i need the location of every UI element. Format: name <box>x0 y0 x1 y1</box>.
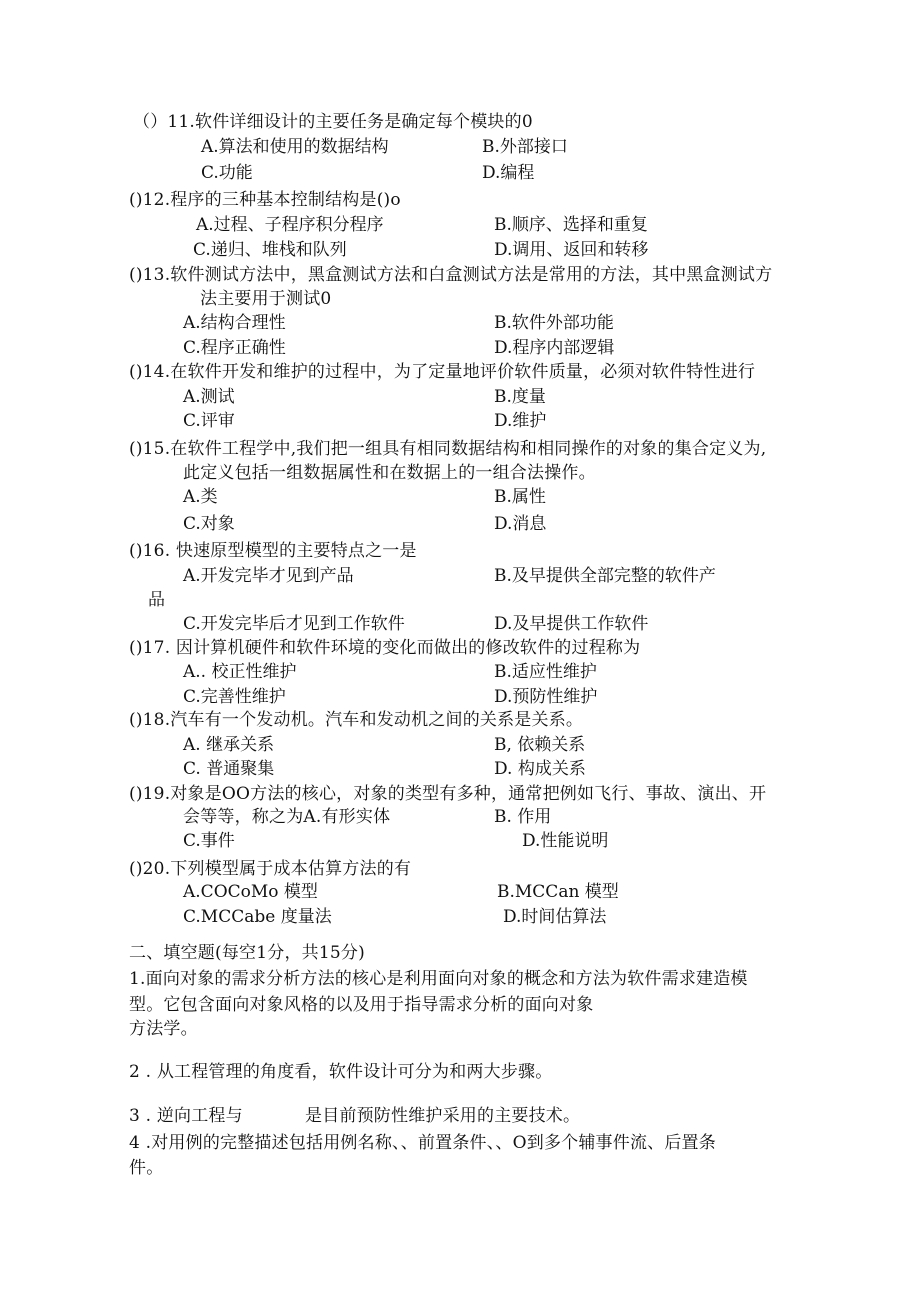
question-17-option-c: C.完善性维护 <box>183 687 286 707</box>
question-19-option-d: D.性能说明 <box>522 831 609 851</box>
question-17-option-d: D.预防性维护 <box>494 687 598 707</box>
fill-q1-line1: 1.面向对象的需求分析方法的核心是利用面向对象的概念和方法为软件需求建造模 <box>129 969 748 989</box>
question-20-option-a: A.COCoMo 模型 <box>183 882 318 902</box>
question-16-stem: ()16. 快速原型模型的主要特点之一是 <box>129 541 417 561</box>
question-14-option-c: C.评审 <box>183 411 235 431</box>
question-15-option-c: C.对象 <box>183 514 235 534</box>
question-15-option-a: A.类 <box>183 487 218 507</box>
question-20-option-c: C.MCCabe 度量法 <box>183 907 332 927</box>
question-13-option-b: B.软件外部功能 <box>494 313 614 333</box>
question-19-stem: ()19.对象是OO方法的核心，对象的类型有多种，通常把例如飞行、事故、演出、开 <box>129 784 767 804</box>
question-11-option-c: C.功能 <box>201 163 253 183</box>
question-18-option-c: C. 普通聚集 <box>183 759 275 779</box>
fill-q1-line2: 型。它包含面向对象风格的以及用于指导需求分析的面向对象 <box>129 995 594 1015</box>
question-19-option-b: B. 作用 <box>494 807 552 827</box>
question-19-stem-cont: 会等等，称之为A.有形实体 <box>183 807 391 827</box>
question-16-option-b: B.及早提供全部完整的软件产 <box>494 566 716 586</box>
question-16-option-a: A.开发完毕才见到产品 <box>183 566 354 586</box>
question-14-stem: ()14.在软件开发和维护的过程中，为了定量地评价软件质量，必须对软件特性进行 <box>129 362 756 382</box>
question-12-option-c: C.递归、堆栈和队列 <box>193 240 347 260</box>
question-20-option-b: B.MCCan 模型 <box>497 882 619 902</box>
question-12-option-a: A.过程、子程序积分程序 <box>196 215 384 235</box>
question-16-option-b-cont: 品 <box>148 590 165 610</box>
question-17-option-a: A.. 校正性维护 <box>183 662 297 682</box>
question-14-option-a: A.测试 <box>183 387 235 407</box>
question-15-option-d: D.消息 <box>494 514 547 534</box>
question-13-stem: ()13.软件测试方法中，黑盒测试方法和白盒测试方法是常用的方法，其中黑盒测试方 <box>129 265 773 285</box>
question-17-stem: ()17. 因计算机硬件和软件环境的变化而做出的修改软件的过程称为 <box>129 638 641 658</box>
question-12-stem: ()12.程序的三种基本控制结构是()o <box>129 190 401 210</box>
fill-q4-line1: 4 .对用例的完整描述包括用例名称、、前置条件、、O到多个辅事件流、后置条 <box>129 1133 716 1153</box>
section-2-heading: 二、填空题(每空1分，共15分) <box>129 943 365 963</box>
question-18-option-b: B, 依赖关系 <box>494 735 586 755</box>
question-18-option-d: D. 构成关系 <box>494 759 586 779</box>
question-13-option-d: D.程序内部逻辑 <box>494 338 615 358</box>
question-13-stem-cont: 法主要用于测试0 <box>200 289 332 309</box>
question-13-option-a: A.结构合理性 <box>183 313 286 333</box>
question-11-option-b: B.外部接口 <box>482 137 568 157</box>
question-16-option-c: C.开发完毕后才见到工作软件 <box>183 614 405 634</box>
question-14-option-d: D.维护 <box>494 411 547 431</box>
fill-q3-part1: 3 . 逆向工程与 <box>129 1106 243 1126</box>
question-12-option-b: B.顺序、选择和重复 <box>494 215 648 235</box>
fill-q2: 2 . 从工程管理的角度看，软件设计可分为和两大步骤。 <box>129 1062 553 1082</box>
question-19-option-c: C.事件 <box>183 831 235 851</box>
fill-q1-line3: 方法学。 <box>129 1019 198 1039</box>
question-15-option-b: B.属性 <box>494 487 546 507</box>
question-17-option-b: B.适应性维护 <box>494 662 597 682</box>
question-11-option-d: D.编程 <box>482 163 535 183</box>
question-15-stem-cont: 此定义包括一组数据属性和在数据上的一组合法操作。 <box>183 463 596 483</box>
question-16-option-d: D.及早提供工作软件 <box>494 614 649 634</box>
question-12-option-d: D.调用、返回和转移 <box>494 240 649 260</box>
question-18-option-a: A. 继承关系 <box>183 735 275 755</box>
fill-q4-line2: 件。 <box>129 1158 164 1178</box>
question-15-stem: ()15.在软件工程学中,我们把一组具有相同数据结构和相同操作的对象的集合定义为, <box>129 439 767 459</box>
question-20-stem: ()20.下列模型属于成本估算方法的有 <box>129 859 412 879</box>
question-11-stem: （）11.软件详细设计的主要任务是确定每个模块的0 <box>133 112 533 132</box>
question-14-option-b: B.度量 <box>494 387 546 407</box>
question-18-stem: ()18.汽车有一个发动机。汽车和发动机之间的关系是关系。 <box>129 710 584 730</box>
question-13-option-c: C.程序正确性 <box>183 338 286 358</box>
question-20-option-d: D.时间估算法 <box>503 907 607 927</box>
fill-q3-part2: 是目前预防性维护采用的主要技术。 <box>305 1106 581 1126</box>
question-11-option-a: A.算法和使用的数据结构 <box>201 137 389 157</box>
